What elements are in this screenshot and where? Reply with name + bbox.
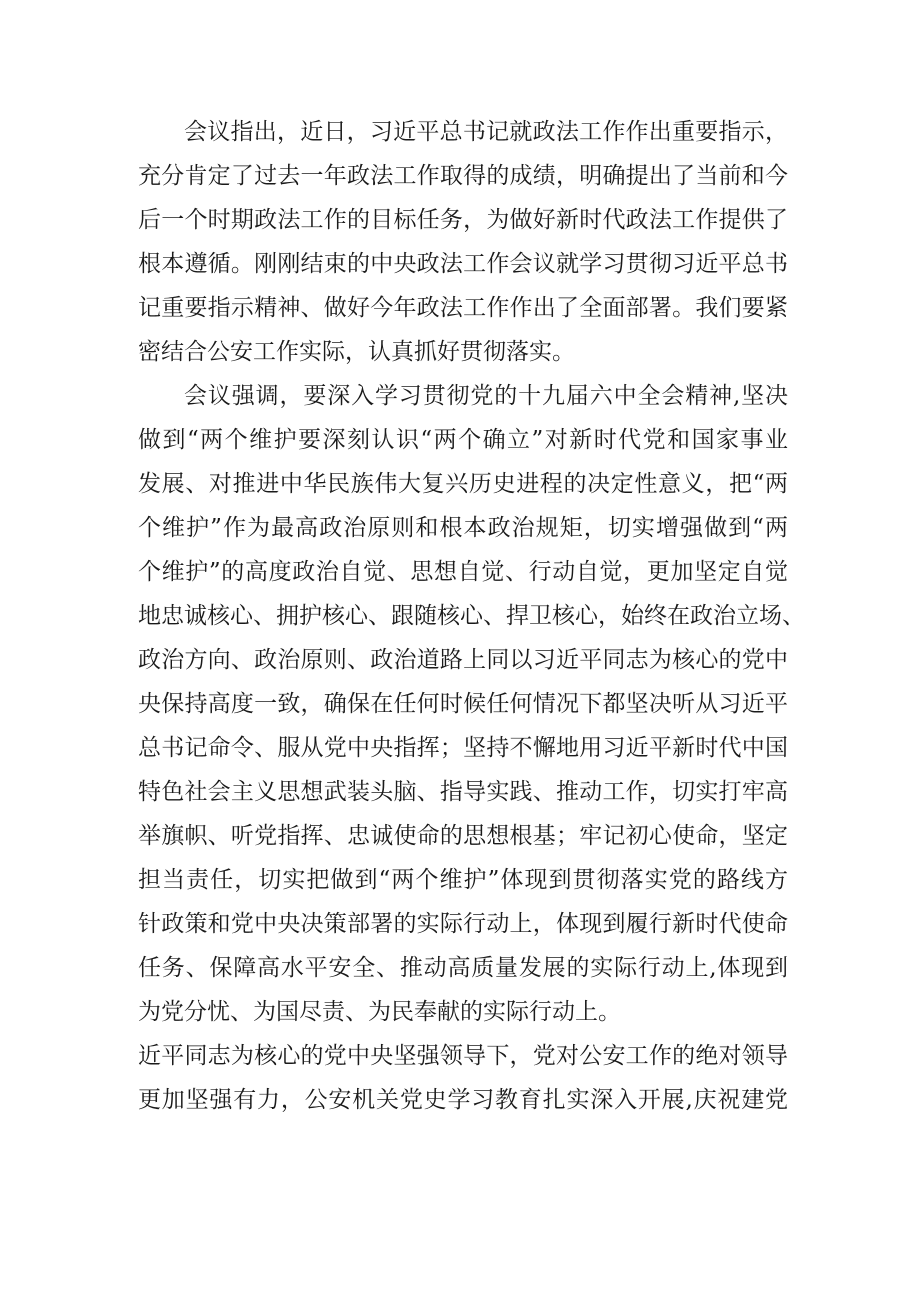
text-line: 个维护”的高度政治自觉、思想自觉、行动自觉，更加坚定自觉 [138,559,788,585]
text-line: 总书记命令、服从党中央指挥；坚持不懈地用习近平新时代中国 [138,735,788,761]
text-line: 地忠诚核心、拥护核心、跟随核心、捍卫核心，始终在政治立场、 [138,603,805,629]
text-line: 后一个时期政法工作的目标任务，为做好新时代政法工作提供了 [138,207,788,233]
text-line: 做到“两个维护要深刻认识“两个确立”对新时代党和国家事业 [138,427,788,453]
paragraph-2 [138,374,805,1034]
text-line: 针政策和党中央决策部署的实际行动上，体现到履行新时代使命 [138,911,788,937]
text-line: 担当责任，切实把做到“两个维护”体现到贯彻落实党的路线方 [138,867,788,893]
text-line: 个维护”作为最高政治原则和根本政治规矩，切实增强做到“两 [138,515,788,541]
text-line: 任务、保障高水平安全、推动高质量发展的实际行动上,体现到 [138,955,788,981]
text-line: 密结合公安工作实际，认真抓好贯彻落实。 [138,339,575,365]
text-line: 央保持高度一致，确保在任何时候任何情况下都坚决听从习近平 [138,691,788,717]
text-line: 政治方向、政治原则、政治道路上同以习近平同志为核心的党中 [138,647,788,673]
text-line: 举旗帜、听党指挥、忠诚使命的思想根基；牢记初心使命，坚定 [138,823,788,849]
paragraph-3 [138,1034,788,1122]
text-line: 充分肯定了过去一年政法工作取得的成绩，明确提出了当前和今 [138,163,788,189]
text-line: 发展、对推进中华民族伟大复兴历史进程的决定性意义，把“两 [138,471,788,497]
text-line: 根本遵循。刚刚结束的中央政法工作会议就学习贯彻习近平总书 [138,251,788,277]
text-line: 会议指出，近日，习近平总书记就政法工作作出重要指示， [184,119,788,145]
text-line: 近平同志为核心的党中央坚强领导下，党对公安工作的绝对领导 [138,1043,788,1069]
text-line: 记重要指示精神、做好今年政法工作作出了全面部署。我们要紧 [138,295,788,321]
text-line: 会议强调，要深入学习贯彻党的十九届六中全会精神,坚决 [184,383,788,409]
document-body [138,110,805,1122]
text-line: 更加坚强有力，公安机关党史学习教育扎实深入开展,庆祝建党 [138,1087,788,1113]
text-line: 为党分忧、为国尽责、为民奉献的实际行动上。 [138,999,621,1025]
paragraph-1 [138,110,788,374]
text-line: 特色社会主义思想武装头脑、指导实践、推动工作，切实打牢高 [138,779,788,805]
